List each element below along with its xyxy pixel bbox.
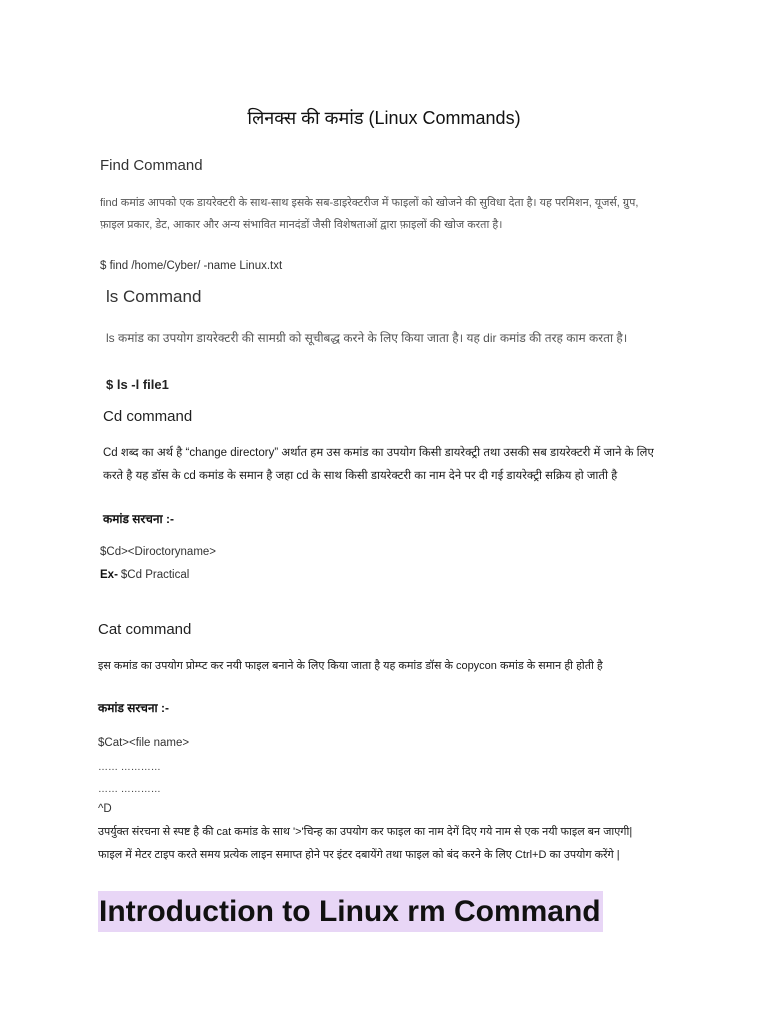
ls-example: $ ls -l file1 [106, 377, 169, 392]
find-description-line-1: find कमांड आपको एक डायरेक्टरी के साथ-साथ इसके सब-डाइरेक्टरीज में फाइलों को खोजने की सुविधा देता है। यह परमिशन, यूजर्स, ग्रुप, [100, 197, 639, 209]
ls-command-heading: ls Command [106, 287, 202, 306]
find-description-line-2: फ़ाइल प्रकार, डेट, आकार और अन्य संभावित मानदंडों जैसी विशेषताओं द्वारा फ़ाइलों की खोज करता है। [100, 219, 503, 231]
cd-example-label: Ex- [100, 569, 118, 581]
cat-syntax-line-4: ^D [98, 803, 112, 815]
cat-command-heading: Cat command [98, 621, 192, 638]
cd-description-line-1: Cd शब्द का अर्थ है “change directory” अर्थात हम उस कमांड का उपयोग किसी डायरेक्ट्री तथा उसकी सब डायरेक्टरी में जाने के लिए [103, 447, 654, 459]
cd-example-value: $Cd Practical [120, 569, 190, 581]
cat-explanation-line-2: फाइल में मेटर टाइप करते समय प्रत्येक लाइन समाप्त होने पर इंटर दबायेंगे तथा फाइल को बंद करने के लिए Ctrl+D का उपयोग करेंगे | [98, 849, 620, 861]
cat-syntax-heading: कमांड सरचना :- [98, 701, 169, 715]
cat-syntax-line-1: $Cat><file name> [98, 737, 190, 749]
cd-description-line-2: करते है यह डॉस के cd कमांड के समान है जहा cd के साथ किसी डायरेक्टरी का नाम देने पर दी गई डायरेक्ट्री सक्रिय हो जाती है [103, 470, 618, 482]
cd-syntax: $Cd><Diroctoryname> [100, 546, 217, 558]
cat-syntax-line-2: …… ………… [98, 762, 161, 773]
cat-syntax-line-3: …… ………… [98, 784, 161, 795]
cd-example [100, 564, 708, 587]
find-command-heading: Find Command [100, 157, 203, 174]
rm-heading-block [98, 891, 738, 932]
cat-description: इस कमांड का उपयोग प्रोम्प्ट कर नयी फाइल बनाने के लिए किया जाता है यह कमांड डॉस के copycon कमांड के समान ही होती है [98, 660, 603, 672]
find-example: $ find /home/Cyber/ -name Linux.txt [100, 260, 283, 272]
cat-explanation-line-1: उपर्युक्त संरचना से स्पष्ट है की cat कमांड के साथ '>'चिन्ह का उपयोग कर फाइल का नाम देगें दिए गये नाम से एक नयी फाइल बन जाएगी| [98, 826, 633, 838]
cd-syntax-heading: कमांड सरचना :- [103, 512, 174, 526]
cd-command-heading: Cd command [103, 408, 193, 425]
ls-description: ls कमांड का उपयोग डायरेक्टरी की सामग्री को सूचीबद्ध करने के लिए किया जाता है। यह dir कमांड की तरह काम करता है। [106, 331, 628, 345]
page-title: लिनक्स की कमांड (Linux Commands) [247, 108, 521, 128]
rm-heading: Introduction to Linux rm Command [98, 891, 603, 932]
